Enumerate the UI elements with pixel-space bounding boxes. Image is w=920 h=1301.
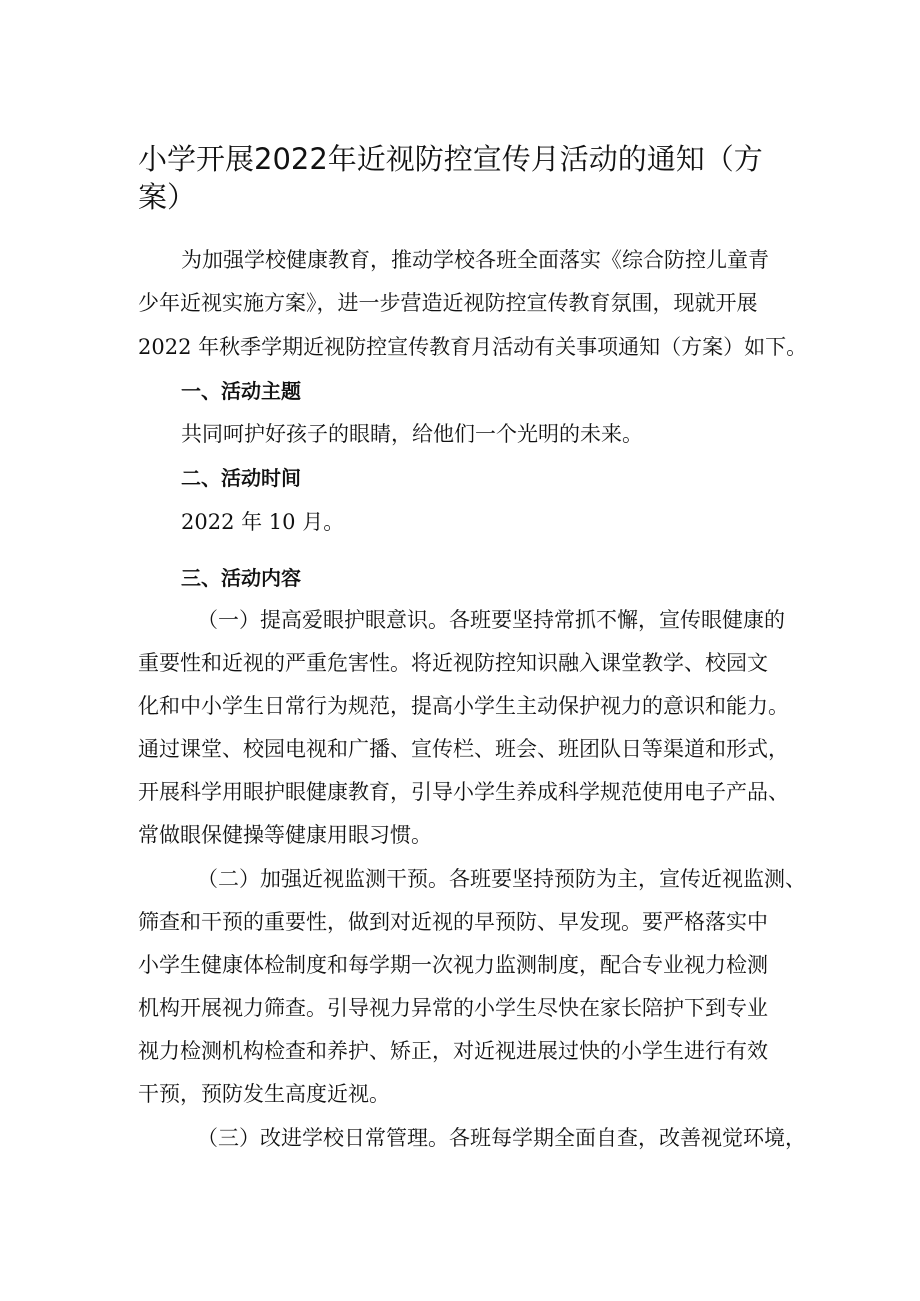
paragraph-line: 视力检测机构检查和养护、矫正，对近视进展过快的小学生进行有效 bbox=[138, 1039, 768, 1063]
paragraph-line: 化和中小学生日常行为规范，提高小学生主动保护视力的意识和能力。 bbox=[138, 694, 789, 718]
section-text: 共同呵护好孩子的眼睛，给他们一个光明的未来。 bbox=[181, 422, 643, 446]
section-text: 2022 年 10 月。 bbox=[181, 510, 345, 534]
paragraph-line: 筛查和干预的重要性，做到对近视的早预防、早发现。要严格落实中 bbox=[138, 910, 768, 934]
section-heading: 一、活动主题 bbox=[181, 379, 301, 403]
paragraph-line: 小学生健康体检制度和每学期一次视力监测制度，配合专业视力检测 bbox=[138, 953, 768, 977]
paragraph-line: （二）加强近视监测干预。各班要坚持预防为主，宣传近视监测、 bbox=[197, 867, 806, 891]
paragraph-line: 常做眼保健操等健康用眼习惯。 bbox=[138, 823, 432, 847]
paragraph-line: （三）改进学校日常管理。各班每学期全面自查，改善视觉环境， bbox=[197, 1126, 806, 1150]
section-heading: 三、活动内容 bbox=[181, 566, 301, 590]
paragraph-line: 机构开展视力筛查。引导视力异常的小学生尽快在家长陪护下到专业 bbox=[138, 996, 768, 1020]
intro-line: 少年近视实施方案》，进一步营造近视防控宣传教育氛围，现就开展 bbox=[138, 291, 758, 315]
paragraph-line: （一）提高爱眼护眼意识。各班要坚持常抓不懈，宣传眼健康的 bbox=[197, 608, 785, 632]
document-title: 小学开展2022年近视防控宣传月活动的通知（方案） bbox=[138, 142, 763, 214]
section-heading: 二、活动时间 bbox=[181, 466, 301, 490]
paragraph-line: 干预，预防发生高度近视。 bbox=[138, 1082, 390, 1106]
paragraph-line: 开展科学用眼护眼健康教育，引导小学生养成科学规范使用电子产品、 bbox=[138, 780, 789, 804]
paragraph-line: 通过课堂、校园电视和广播、宣传栏、班会、班团队日等渠道和形式， bbox=[138, 737, 789, 761]
intro-line: 2022 年秋季学期近视防控宣传教育月活动有关事项通知（方案）如下。 bbox=[138, 335, 808, 359]
intro-line: 为加强学校健康教育，推动学校各班全面落实《综合防控儿童青 bbox=[181, 248, 769, 272]
paragraph-line: 重要性和近视的严重危害性。将近视防控知识融入课堂教学、校园文 bbox=[138, 651, 768, 675]
